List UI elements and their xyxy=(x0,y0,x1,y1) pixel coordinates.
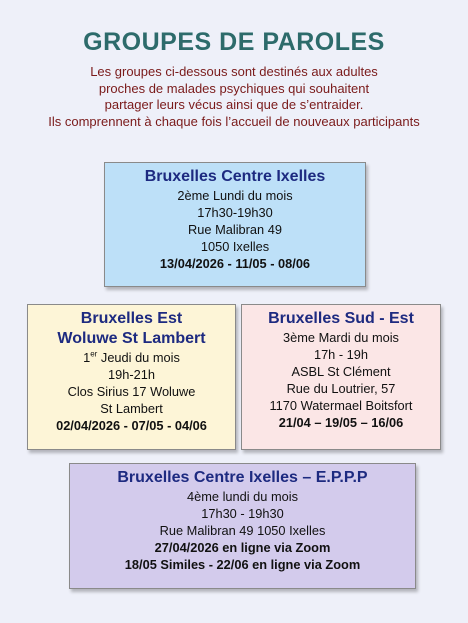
group-schedule: 4ème lundi du mois xyxy=(187,489,298,504)
group-dates: 13/04/2026 - 11/05 - 08/06 xyxy=(159,256,311,271)
group-dates: 18/05 Similes - 22/06 en ligne via Zoom xyxy=(124,557,361,572)
group-address: St Lambert xyxy=(100,401,163,416)
group-name: Bruxelles Centre Ixelles xyxy=(144,168,326,185)
group-name: Bruxelles Centre Ixelles – E.P.P.P xyxy=(117,469,368,486)
group-card-est-woluwe xyxy=(27,304,236,450)
group-place: ASBL St Clément xyxy=(291,364,391,379)
group-name: Bruxelles Est xyxy=(80,310,183,327)
schedule-ordinal-suffix: er xyxy=(90,349,98,359)
group-address: Rue Malibran 49 xyxy=(188,222,282,237)
group-dates: 27/04/2026 en ligne via Zoom xyxy=(154,540,331,555)
group-dates: 02/04/2026 - 07/05 - 04/06 xyxy=(56,418,207,433)
intro-line: Les groupes ci-dessous sont destinés aux adultes xyxy=(90,64,378,79)
page-title: GROUPES DE PAROLES xyxy=(83,28,385,56)
schedule-ordinal: 1 xyxy=(83,350,91,365)
group-schedule: 3ème Mardi du mois xyxy=(283,330,399,345)
schedule-rest: Jeudi du mois xyxy=(97,350,180,365)
group-city: 1170 Watermael Boitsfort xyxy=(269,398,413,413)
group-card-sud-est xyxy=(241,304,441,450)
group-time: 17h - 19h xyxy=(313,347,369,362)
group-address: Rue du Loutrier, 57 xyxy=(286,381,396,396)
intro-line: partager leurs vécus ainsi que de s’entraider. xyxy=(104,97,364,112)
group-schedule xyxy=(28,349,235,366)
group-card-centre-ixelles xyxy=(104,162,366,287)
group-time: 19h-21h xyxy=(108,367,155,382)
group-schedule: 2ème Lundi du mois xyxy=(177,188,293,203)
group-time: 17h30 - 19h30 xyxy=(201,506,284,521)
group-dates: 21/04 – 19/05 – 16/06 xyxy=(278,415,404,430)
group-address: Clos Sirius 17 Woluwe xyxy=(67,384,196,399)
group-time: 17h30-19h30 xyxy=(197,205,273,220)
intro-line: proches de malades psychiques qui souhaitent xyxy=(98,80,370,96)
group-name: Woluwe St Lambert xyxy=(57,330,206,347)
group-card-centre-ixelles-eppp xyxy=(69,463,416,589)
intro-text xyxy=(0,64,468,130)
group-name: Bruxelles Sud - Est xyxy=(268,310,414,327)
intro-line: Ils comprennent à chaque fois l’accueil de nouveaux participants xyxy=(48,113,420,129)
group-city: 1050 Ixelles xyxy=(200,239,270,254)
group-address: Rue Malibran 49 1050 Ixelles xyxy=(159,523,326,538)
